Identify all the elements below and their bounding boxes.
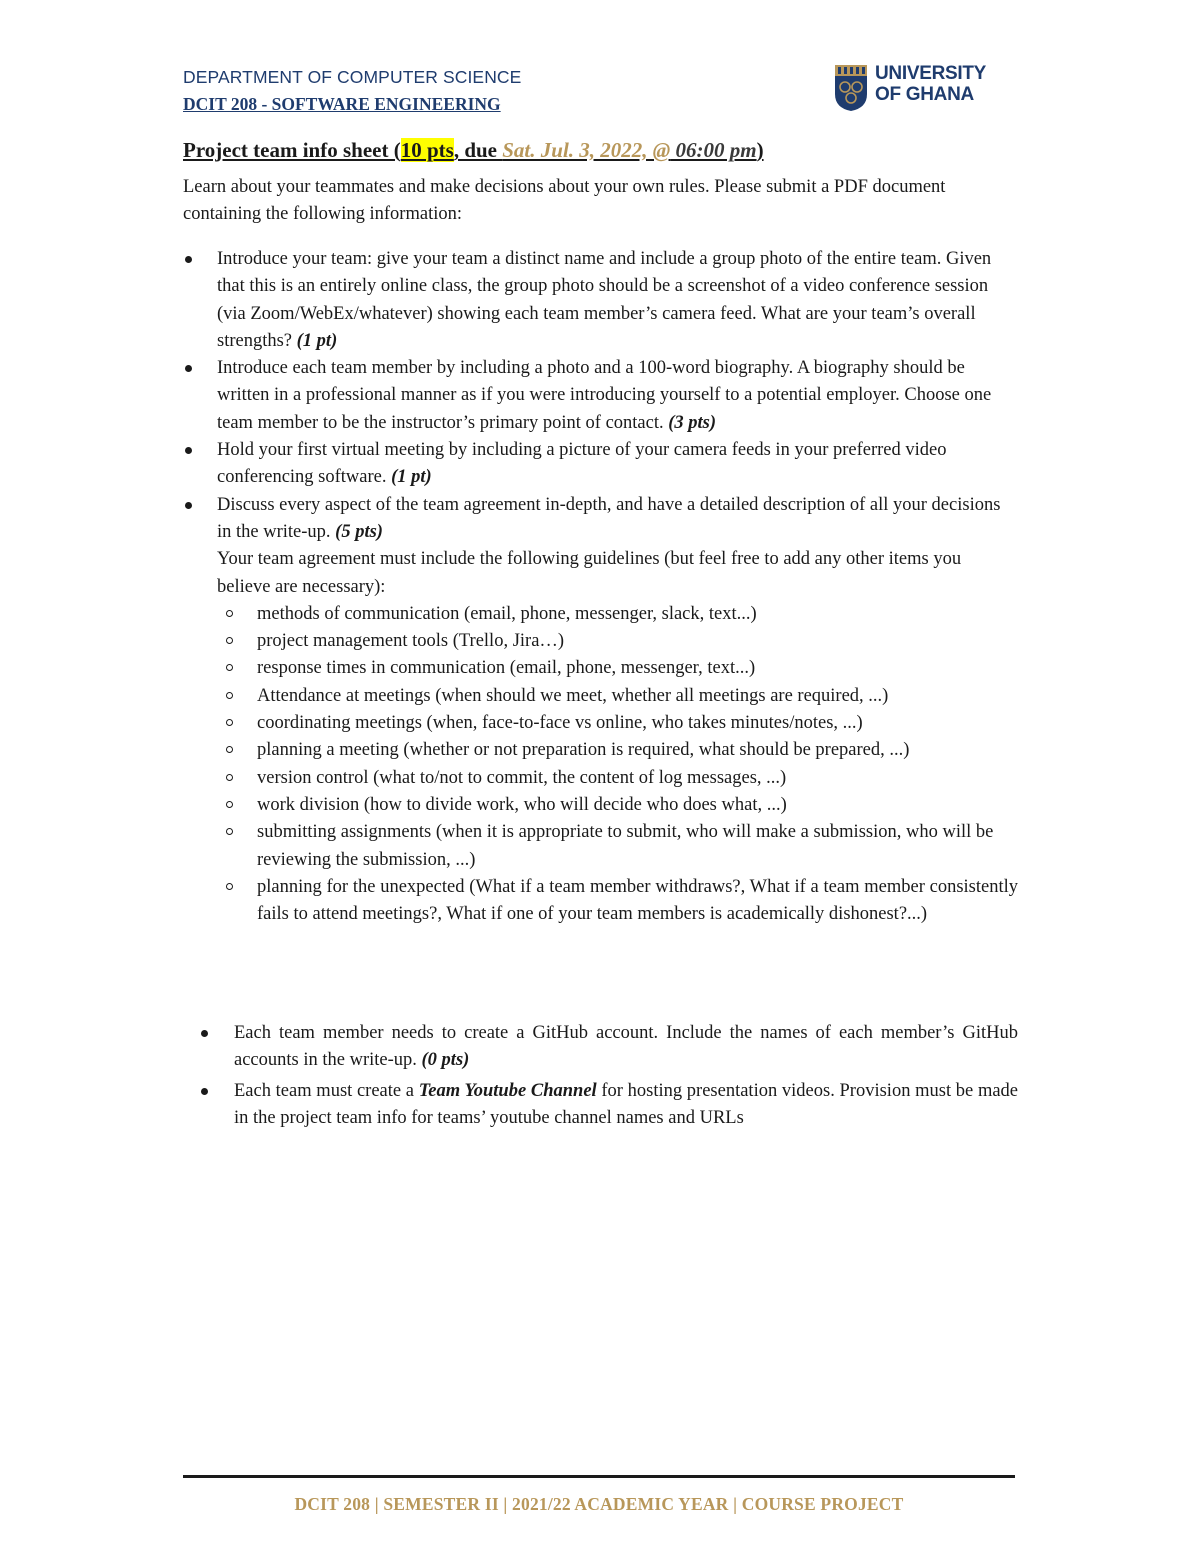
list-item (183, 246, 1018, 355)
title-points: 10 pts (400, 138, 454, 162)
guideline-item: response times in communication (email, phone, messenger, text...) (217, 655, 1018, 682)
item-text: Introduce your team: give your team a distinct name and include a group photo of the entire team. Given that this is an entirely online class, the group photo should be a screenshot of a video conference session (via Zoom/WebEx/whatever) showing each team member’s camera feed. What are your team’s overall strengths? (217, 249, 992, 351)
youtube-channel-name: Team Youtube Channel (418, 1080, 597, 1101)
guideline-item: project management tools (Trello, Jira…) (217, 628, 1018, 655)
list-item-youtube (200, 1078, 1018, 1133)
guidelines-list (217, 601, 1018, 929)
logo-text (875, 63, 986, 105)
page-footer: DCIT 208 | SEMESTER II | 2021/22 ACADEMIC YEAR | COURSE PROJECT (294, 1494, 904, 1514)
guideline-item: methods of communication (email, phone, messenger, slack, text...) (217, 601, 1018, 628)
github-text: Each team member needs to create a GitHub account. Include the names of each member’s GitHub accounts in the write-up. (234, 1023, 1018, 1071)
youtube-prefix: Each team must create a (234, 1080, 419, 1101)
guideline-item: version control (what to/not to commit, the content of log messages, ...) (217, 765, 1018, 792)
footer-divider (183, 1475, 1015, 1478)
item-points: (1 pt) (391, 467, 432, 488)
youtube-suffix: for hosting presentation videos. Provision must be made in the project team info for teams’ youtube channel names and URLs (234, 1080, 1019, 1128)
item-points: (5 pts) (335, 521, 383, 542)
page-title (183, 136, 1023, 164)
title-due-date: Sat. Jul. 3, 2022, @ (502, 138, 671, 162)
logo-line-1: UNIVERSITY (875, 63, 987, 84)
item-text: Hold your first virtual meeting by including a picture of your camera feeds in your preferred video conferencing software. (217, 440, 947, 488)
item-text: Introduce each team member by including a photo and a 100-word biography. A biography should be written in a professional manner as if you were introducing yourself to a potential employer. Choose one team member to be the instructor’s primary point of contact. (217, 358, 992, 433)
title-due-label: , due (453, 138, 503, 162)
github-points: (0 pts) (421, 1050, 470, 1071)
list-item-github (200, 1020, 1018, 1075)
crest-icon (834, 64, 868, 112)
list-item (183, 492, 1018, 929)
guideline-item: Attendance at meetings (when should we meet, whether all meetings are required, ...) (217, 683, 1018, 710)
agreement-note: Your team agreement must include the following guidelines (but feel free to add any other items you believe are necessary): (217, 549, 962, 597)
department-name: DEPARTMENT OF COMPUTER SCIENCE (183, 67, 522, 87)
list-item (183, 355, 1018, 437)
guideline-item: coordinating meetings (when, face-to-face vs online, who takes minutes/notes, ...) (217, 710, 1018, 737)
logo-line-2: OF GHANA (875, 84, 974, 105)
title-prefix: Project team info sheet ( (183, 138, 401, 162)
item-points: (3 pts) (668, 412, 717, 433)
list-item (183, 437, 1018, 492)
university-logo (834, 64, 1009, 124)
guideline-item: submitting assignments (when it is appropriate to submit, who will make a submission, who will be reviewing the submission, ...) (217, 819, 1018, 874)
guideline-item: planning a meeting (whether or not preparation is required, what should be prepared, ...) (217, 737, 1018, 764)
item-points: (1 pt) (296, 330, 338, 351)
title-due-time: 06:00 pm (670, 138, 757, 162)
page-header (183, 64, 1023, 124)
item-text: Discuss every aspect of the team agreement in-depth, and have a detailed description of all your decisions in the write-up. (217, 494, 1001, 542)
title-suffix: ) (756, 138, 764, 162)
guideline-item: work division (how to divide work, who will decide who does what, ...) (217, 792, 1018, 819)
intro-paragraph: Learn about your teammates and make decisions about your own rules. Please submit a PDF document containing the following information: (183, 177, 946, 224)
guideline-item: planning for the unexpected (What if a team member withdraws?, What if a team member consistently fails to attend meetings?, What if one of your team members is academically dishonest?...) (217, 874, 1018, 929)
course-name: DCIT 208 - SOFTWARE ENGINEERING (183, 94, 501, 114)
requirements-list (183, 246, 1018, 928)
additional-requirements-list (200, 1020, 1018, 1135)
